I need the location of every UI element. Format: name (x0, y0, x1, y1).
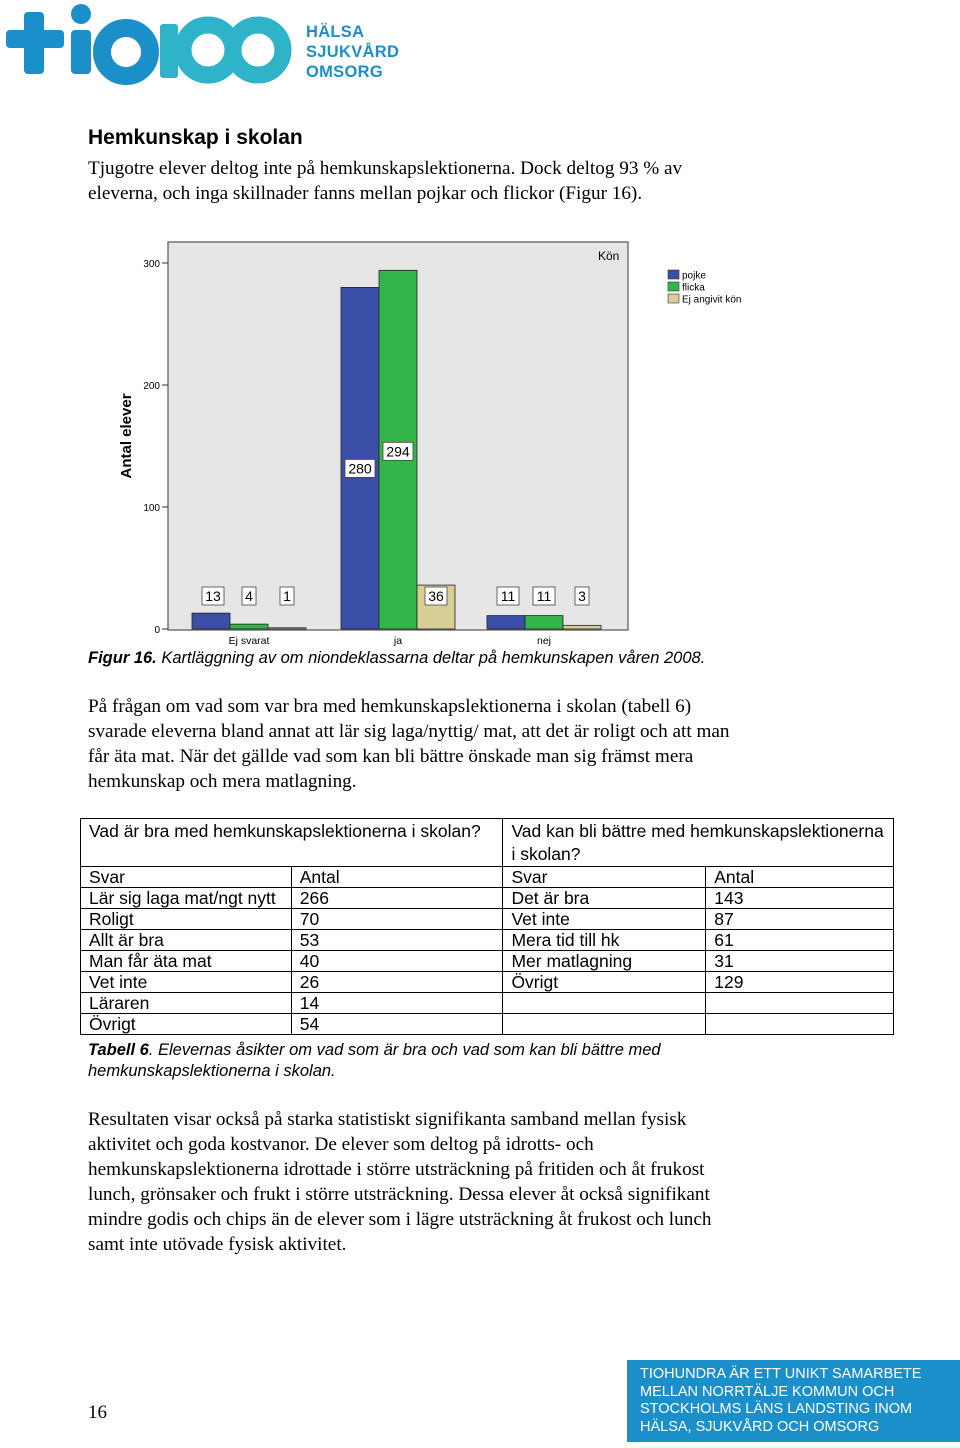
table-cell: Vet inte (81, 972, 292, 993)
table-row (81, 951, 894, 972)
paragraph-line: På frågan om vad som var bra med hemkunskapslektionerna i skolan (tabell 6) (88, 696, 692, 717)
table-row (81, 888, 894, 909)
column-header: Svar (81, 867, 292, 888)
footer-line: HÄLSA, SJUKVÅRD OCH OMSORG (640, 1418, 880, 1435)
right-table-title: Vad kan bli bättre med hemkunskapslektionerna i skolan? (503, 819, 894, 867)
bar-ej-angivit-kön (268, 628, 306, 629)
table-cell: 87 (706, 909, 894, 930)
data-label: 3 (578, 588, 586, 604)
data-label: 11 (500, 588, 516, 604)
legend-label: Ej angivit kön (682, 294, 742, 306)
table-caption (88, 1040, 848, 1082)
paragraph-line: hemkunskap och mera matlagning. (88, 771, 357, 792)
paragraph-line: svarade eleverna bland annat att lär sig laga/nyttig/ mat, att det är roligt och att man (88, 721, 730, 742)
table-cell: 40 (291, 951, 503, 972)
table-cell: Mer matlagning (503, 951, 706, 972)
table-cell: Man får äta mat (81, 951, 292, 972)
participation-bar-chart (100, 236, 742, 652)
logo-line: SJUKVÅRD (306, 43, 400, 61)
y-axis-label: Antal elever (118, 393, 135, 479)
data-label: 4 (245, 588, 253, 604)
logo-wordmark (306, 22, 399, 82)
logo-line: HÄLSA (306, 23, 365, 41)
column-header: Svar (503, 867, 706, 888)
table-caption-line: hemkunskapslektionerna i skolan. (88, 1062, 336, 1080)
table-cell: Lär sig laga mat/ngt nytt (81, 888, 292, 909)
table-cell: 129 (706, 972, 894, 993)
paragraph-line: hemkunskapslektionerna idrottade i större utsträckning på fritiden och åt frukost (88, 1159, 705, 1180)
x-tick-label: Ej svarat (228, 635, 270, 647)
table-cell: 26 (291, 972, 503, 993)
table-row (81, 993, 894, 1014)
paragraph-line: Tjugotre elever deltog inte på hemkunskapslektionerna. Dock deltog 93 % av (88, 158, 683, 179)
table-cell: 31 (706, 951, 894, 972)
table-header-row (81, 867, 894, 888)
table-row (81, 930, 894, 951)
table-cell: 266 (291, 888, 503, 909)
table-cell: Mera tid till hk (503, 930, 706, 951)
bar-flicka (230, 624, 268, 629)
table-cell: Det är bra (503, 888, 706, 909)
data-label: 280 (348, 460, 372, 477)
x-tick-label: ja (393, 635, 403, 647)
bar-pojke (487, 616, 525, 629)
bar-ej-angivit-kön (563, 625, 601, 629)
table-caption-label: Tabell 6 (88, 1041, 149, 1059)
data-label: 11 (536, 588, 552, 604)
legend-label: pojke (682, 270, 706, 282)
table-cell: Övrigt (503, 972, 706, 993)
table-cell (706, 993, 894, 1014)
figure-caption-label: Figur 16. (88, 649, 157, 667)
table-caption-text: . Elevernas åsikter om vad som är bra och vad som kan bli bättre med (148, 1041, 661, 1059)
opinions-table (80, 818, 894, 1035)
paragraph-line: Resultaten visar också på starka statistiskt signifikanta samband mellan fysisk (88, 1109, 687, 1130)
paragraph-line: aktivitet och goda kostvanor. De elever som deltog på idrotts- och (88, 1134, 594, 1155)
left-table-title: Vad är bra med hemkunskapslektionerna i skolan? (81, 819, 503, 867)
x-tick-label: nej (536, 635, 552, 647)
column-header: Antal (706, 867, 894, 888)
footer-banner (627, 1360, 960, 1442)
y-tick-label: 0 (154, 625, 160, 636)
table-row (81, 972, 894, 993)
table-row (81, 909, 894, 930)
data-label: 294 (386, 443, 410, 460)
data-label: 13 (205, 588, 221, 604)
figure-caption (88, 648, 848, 669)
table-cell: Vet inte (503, 909, 706, 930)
table-cell (503, 1014, 706, 1035)
paragraph-line: samt inte utövade fysisk aktivitet. (88, 1234, 347, 1255)
footer-line: TIOHUNDRA ÄR ETT UNIKT SAMARBETE (640, 1366, 922, 1382)
table-cell: 53 (291, 930, 503, 951)
legend-label: flicka (682, 282, 705, 294)
table-cell: Läraren (81, 993, 292, 1014)
table-cell: 14 (291, 993, 503, 1014)
y-tick-label: 100 (143, 503, 160, 514)
section-heading: Hemkunskap i skolan (88, 126, 303, 149)
table-cell: 61 (706, 930, 894, 951)
table-cell: 54 (291, 1014, 503, 1035)
bar-pojke (192, 613, 230, 629)
table-cell (503, 993, 706, 1014)
conclusion-paragraph (88, 1107, 848, 1257)
y-tick-label: 200 (143, 381, 160, 392)
data-label: 1 (283, 588, 291, 604)
table-cell: Roligt (81, 909, 292, 930)
table-row (81, 1014, 894, 1035)
table-cell: 70 (291, 909, 503, 930)
paragraph-line: lunch, grönsaker och frukt i större utsträckning. Dessa elever åt också signifikant (88, 1184, 710, 1205)
figure-caption-text: Kartläggning av om niondeklassarna deltar på hemkunskapen våren 2008. (156, 649, 706, 667)
logo-line: OMSORG (306, 63, 383, 81)
footer-line: STOCKHOLMS LÄNS LANDSTING INOM (640, 1401, 913, 1417)
legend-swatch (668, 294, 679, 303)
bar-flicka (525, 616, 563, 629)
result-paragraph (88, 694, 848, 794)
table-caption-line (88, 1040, 848, 1061)
table-cell: Övrigt (81, 1014, 292, 1035)
table-cell (706, 1014, 894, 1035)
data-label: 36 (428, 588, 444, 604)
paragraph-line: eleverna, och inga skillnader fanns mellan pojkar och flickor (Figur 16). (88, 183, 643, 204)
table-cell: Allt är bra (81, 930, 292, 951)
legend-title: Kön (598, 249, 620, 263)
paragraph-line: mindre godis och chips än de elever som i lägre utsträckning åt frukost och lunch (88, 1209, 712, 1230)
footer-line: MELLAN NORRTÄLJE KOMMUN OCH (640, 1383, 895, 1400)
intro-paragraph (88, 156, 848, 206)
legend-swatch (668, 282, 679, 291)
bar-pojke (341, 287, 379, 629)
y-tick-label: 300 (143, 259, 160, 270)
table-cell: 143 (706, 888, 894, 909)
page-number: 16 (88, 1402, 107, 1423)
column-header: Antal (291, 867, 503, 888)
legend-swatch (668, 270, 679, 279)
table-title-row (81, 819, 894, 867)
tio100-logo (4, 2, 294, 86)
paragraph-line: får äta mat. När det gällde vad som kan bli bättre önskade man sig främst mera (88, 746, 694, 767)
